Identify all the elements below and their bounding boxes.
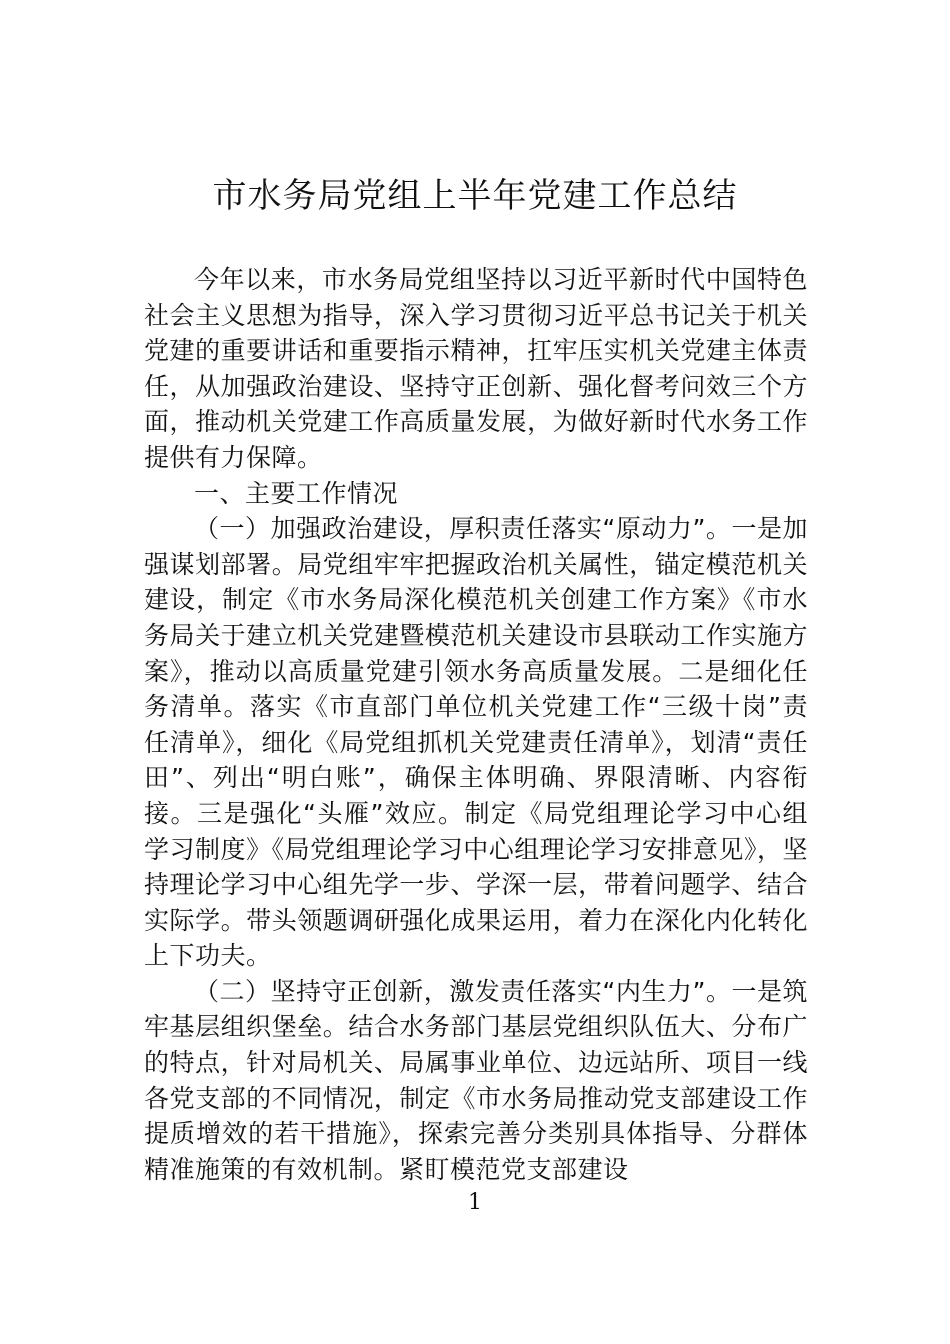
section-paragraph-innovation: （二）坚持守正创新，激发责任落实“内生力”。一是筑牢基层组织堡垒。结合水务部门基层党组织队伍大、分布广的特点，针对局机关、局属事业单位、边远站所、项目一线各党支部的不同情况，制定《市水务局推动党支部建设工作提质增效的若干措施》，探索完善分类别具体指导、分群体精准施策的有效机制。紧盯模范党支部建设 <box>144 976 808 1184</box>
page-number: 1 <box>468 1190 482 1215</box>
section-paragraph-political-building: （一）加强政治建设，厚积责任落实“原动力”。一是加强谋划部署。局党组牢牢把握政治机关属性，锚定模范机关建设，制定《市水务局深化模范机关创建工作方案》《市水务局关于建立机关党建暨模范机关建设市县联动工作实施方案》，推动以高质量党建引领水务高质量发展。二是细化任务清单。落实《市直部门单位机关党建工作“三级十岗”责任清单》，细化《局党组抓机关党建责任清单》，划清“责任田”、列出“明白账”，确保主体明确、界限清晰、内容衔接。三是强化“头雁”效应。制定《局党组理论学习中心组学习制度》《局党组理论学习中心组理论学习安排意见》，坚持理论学习中心组先学一步、学深一层，带着问题学、结合实际学。带头领题调研强化成果运用，着力在深化内化转化上下功夫。 <box>144 514 808 971</box>
document-body <box>144 262 808 1187</box>
document-title: 市水务局党组上半年党建工作总结 <box>212 176 738 216</box>
section-heading: 一、主要工作情况 <box>194 478 399 508</box>
intro-paragraph: 今年以来，市水务局党组坚持以习近平新时代中国特色社会主义思想为指导，深入学习贯彻习近平总书记关于机关党建的重要讲话和重要指示精神，扛牢压实机关党建主体责任，从加强政治建设、坚持守正创新、强化督考问效三个方面，推动机关党建工作高质量发展，为做好新时代水务工作提供有力保障。 <box>144 265 808 472</box>
